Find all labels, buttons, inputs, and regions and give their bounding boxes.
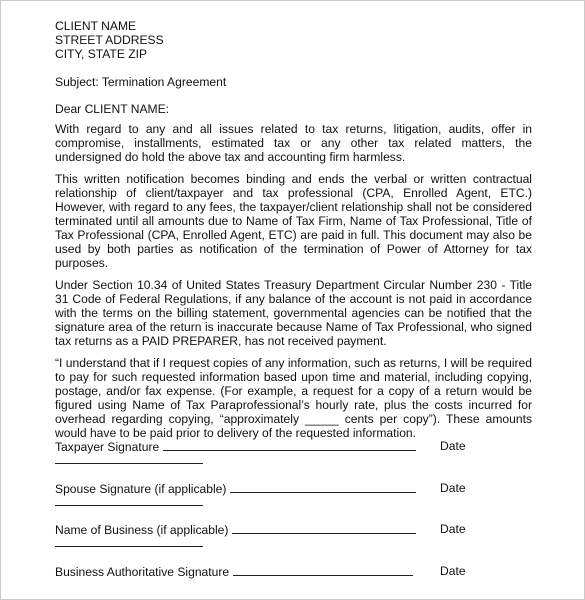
date-label: Date [440,439,466,453]
paragraph-hold-harmless: With regard to any and all issues related to tax returns, litigation, audits, offer in compromise, installments, estimated tax or any other tax related matters, the undersigned do hold the above tax and accounting firm harmless. [55,122,532,164]
date-line[interactable] [55,536,203,547]
signature-taxpayer [55,439,532,464]
paragraph-circular-230: Under Section 10.34 of United States Treasury Department Circular Number 230 - Title 31 Code of Federal Regulations, if any balance of the account is not paid in accordance with the terms on the billing statement, governmental agencies can be notified that the signature area of the return is inaccurate because Name of Tax Professional, who signed tax returns as a PAID PREPARER, has not received payment. [55,278,532,348]
signature-spouse [55,481,532,506]
signature-business-authoritative [55,564,532,578]
signature-line[interactable] [163,439,416,451]
signature-label: Business Authoritative Signature [55,565,230,579]
paragraph-notification: This written notification becomes binding and ends the verbal or written contractual relationship of client/taxpayer and tax professional (CPA, Enrolled Agent, ETC.) However, with regard to any fees, the taxpayer/client relationship shall not be considered terminated until all amounts due to Name of Tax Firm, Name of Tax Professional, Title of Tax Professional (CPA, Enrolled Agent, ETC) are paid in full. This document may also be used by both parties as notification of the termination of Power of Attorney for tax purposes. [55,172,532,270]
signature-label: Name of Business (if applicable) [55,523,229,537]
date-label: Date [440,522,466,536]
signature-line[interactable] [232,522,416,534]
date-line[interactable] [55,453,203,464]
letter-body [55,19,532,440]
signature-label: Spouse Signature (if applicable) [55,482,227,496]
date-label: Date [440,564,466,578]
address-block [55,19,532,61]
city-state-zip: CITY, STATE ZIP [55,47,148,61]
greeting: Dear CLIENT NAME: [55,102,170,116]
street-address: STREET ADDRESS [55,33,164,47]
signature-business-name [55,522,532,547]
client-name: CLIENT NAME [55,19,137,33]
subject-line: Subject: Termination Agreement [55,75,227,89]
date-line[interactable] [55,495,203,506]
signature-line[interactable] [233,564,413,576]
signature-label: Taxpayer Signature [55,440,160,454]
paragraph-copies: “I understand that if I request copies of any information, such as returns, I will be required to pay for such requested information based upon time and material, including copying, postage, and/or fax expense. (For example, a request for a copy of a return would be figured using Name of Tax Paraprofessional’s hourly rate, plus the costs incurred for overhead regarding copying, “approximately _____ cents per copy”). These amounts would have to be paid prior to delivery of the requested information. [55,356,532,440]
signature-line[interactable] [230,481,416,493]
date-label: Date [440,481,466,495]
